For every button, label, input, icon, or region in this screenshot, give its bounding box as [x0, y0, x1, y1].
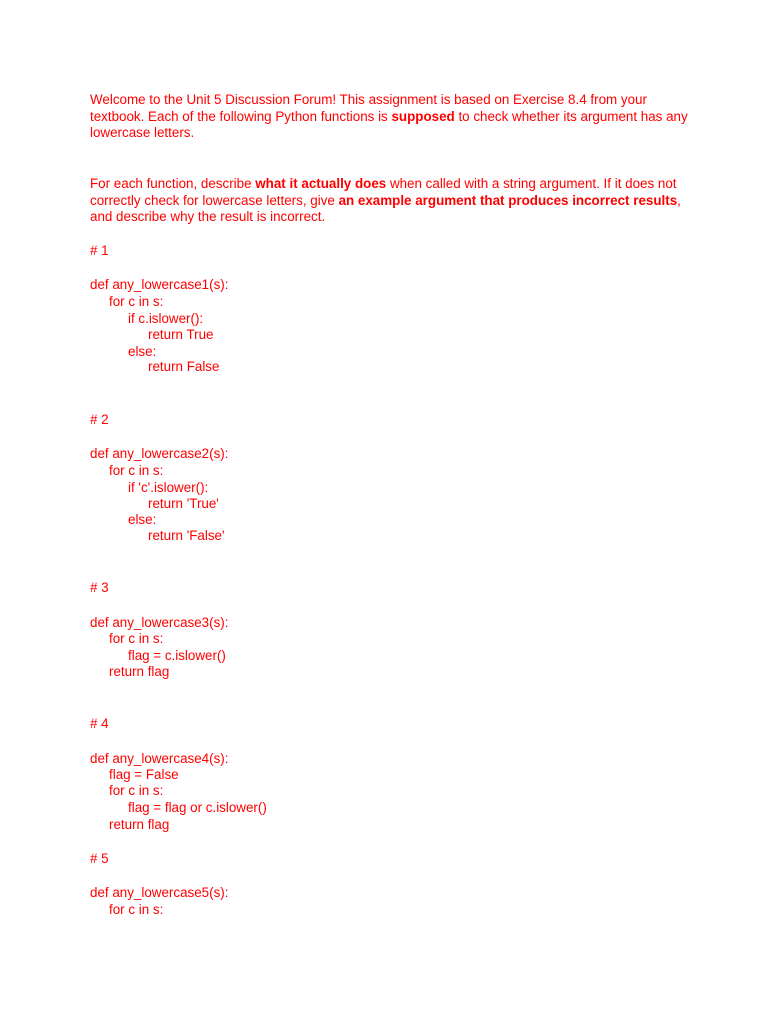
section-2-heading: # 2 [90, 412, 109, 427]
code-line: flag = flag or c.islower() [128, 800, 267, 815]
code-line: else: [128, 344, 157, 359]
code-line: if 'c'.islower(): [128, 480, 209, 495]
code-line: return flag [109, 664, 170, 679]
code-line: return 'False' [148, 528, 225, 543]
code-line: for c in s: [109, 902, 164, 917]
code-line: return flag [109, 817, 170, 832]
section-3-heading: # 3 [90, 580, 109, 595]
code-line: return 'True' [148, 496, 219, 511]
intro-text-2: to check whether its argument has any lowercase letters. [90, 108, 688, 141]
code-line: def any_lowercase4(s): [90, 751, 229, 766]
instructions-bold-1: what it actually does [255, 176, 387, 191]
code-line: def any_lowercase5(s): [90, 885, 229, 900]
code-line: def any_lowercase1(s): [90, 277, 229, 292]
code-line: else: [128, 512, 157, 527]
instructions-paragraph [90, 176, 690, 226]
code-line: for c in s: [109, 463, 164, 478]
code-line: def any_lowercase2(s): [90, 446, 229, 461]
code-line: def any_lowercase3(s): [90, 615, 229, 630]
code-line: flag = c.islower() [128, 648, 226, 663]
instructions-text-2: when called with a string argument. If it does not correctly check for lowercase letters, give [90, 176, 677, 208]
code-line: if c.islower(): [128, 311, 204, 326]
code-line: return True [148, 327, 214, 342]
intro-text-1: Welcome to the Unit 5 Discussion Forum! This assignment is based on Exercise 8.4 from your textbook. Each of the following Python functions is [90, 92, 647, 124]
code-line: flag = False [109, 767, 179, 782]
instructions-bold-2: an example argument that produces incorrect results [338, 192, 678, 208]
code-line: return False [148, 359, 220, 374]
code-line: for c in s: [109, 631, 164, 646]
intro-bold-supposed: supposed [391, 108, 455, 124]
section-5-heading: # 5 [90, 851, 109, 866]
code-line: for c in s: [109, 783, 164, 798]
intro-paragraph [90, 92, 690, 142]
instructions-text-3: , and describe why the result is incorrect. [90, 192, 681, 225]
instructions-text-1: For each function, describe [90, 176, 256, 191]
section-1-heading: # 1 [90, 243, 109, 258]
code-line: for c in s: [109, 294, 164, 309]
section-4-heading: # 4 [90, 716, 109, 731]
